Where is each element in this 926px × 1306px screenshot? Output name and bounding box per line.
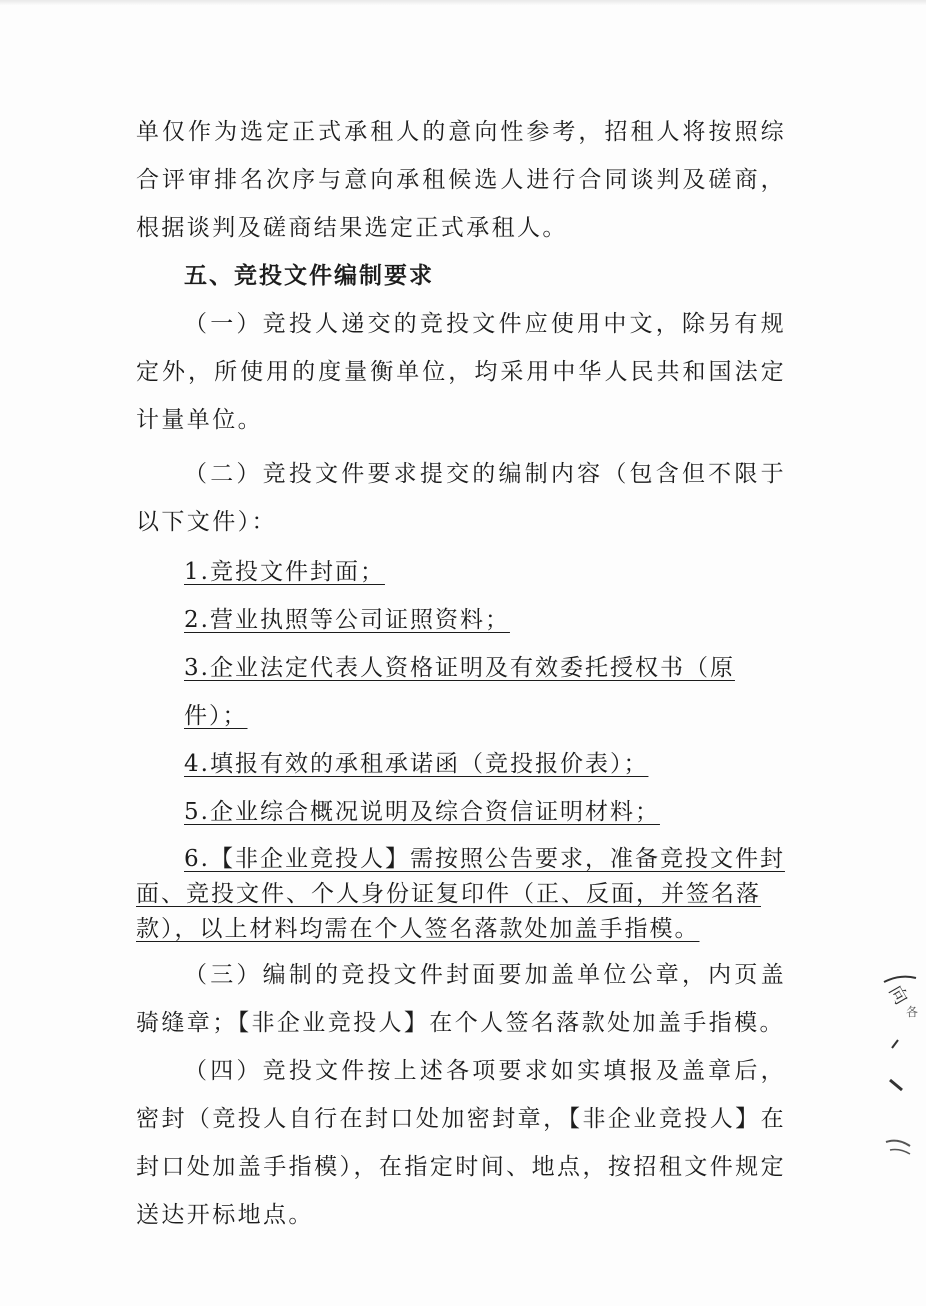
clause-4: （四）竞投文件按上述各项要求如实填报及盖章后，密封（竞投人自行在封口处加密封章，【非企业竞投人】在封口处加盖手指模），在指定时间、地点，按招租文件规定送达开标地点。: [136, 1058, 786, 1228]
list-item: [136, 596, 786, 644]
list-item: [136, 644, 786, 740]
list-item-text: 5.企业综合概况说明及综合资信证明材料；: [184, 799, 660, 825]
list-item: [136, 548, 786, 596]
document-body: [136, 108, 786, 1239]
clause-3: （三）编制的竞投文件封面要加盖单位公章，内页盖骑缝章；【非企业竞投人】在个人签名落款处加盖手指模。: [136, 962, 786, 1036]
list-item-text: 6.【非企业竞投人】需按照公告要求，准备竞投文件封面、竞投文件、个人身份证复印件（正、反面，并签名落款），以上材料均需在个人签名落款处加盖手指模。: [136, 846, 785, 942]
margin-glyph: 各: [906, 1005, 919, 1019]
list-item-text: 2.营业执照等公司证照资料；: [184, 607, 510, 633]
list-item-text: 3.企业法定代表人资格证明及有效委托授权书（原件）；: [184, 655, 735, 729]
intro-paragraph: 单仅作为选定正式承租人的意向性参考，招租人将按照综合评审排名次序与意向承租候选人进行合同谈判及磋商，根据谈判及磋商结果选定正式承租人。: [136, 119, 786, 241]
section-heading: 五、竞投文件编制要求: [184, 263, 434, 289]
list-item-text: 4.填报有效的承租承诺函（竞投报价表）；: [184, 751, 649, 777]
clause-2: （二）竞投文件要求提交的编制内容（包含但不限于以下文件）：: [136, 461, 786, 535]
required-documents-list: [136, 548, 786, 947]
margin-seal-marks: [880, 960, 924, 1180]
page-top-edge: [0, 0, 926, 6]
list-item: [136, 740, 786, 788]
list-item: [136, 788, 786, 836]
margin-glyph: 向: [884, 982, 912, 1009]
list-item: [136, 842, 786, 947]
list-item-text: 1.竞投文件封面；: [184, 559, 385, 585]
clause-1: （一）竞投人递交的竞投文件应使用中文，除另有规定外，所使用的度量衡单位，均采用中华人民共和国法定计量单位。: [136, 311, 786, 433]
